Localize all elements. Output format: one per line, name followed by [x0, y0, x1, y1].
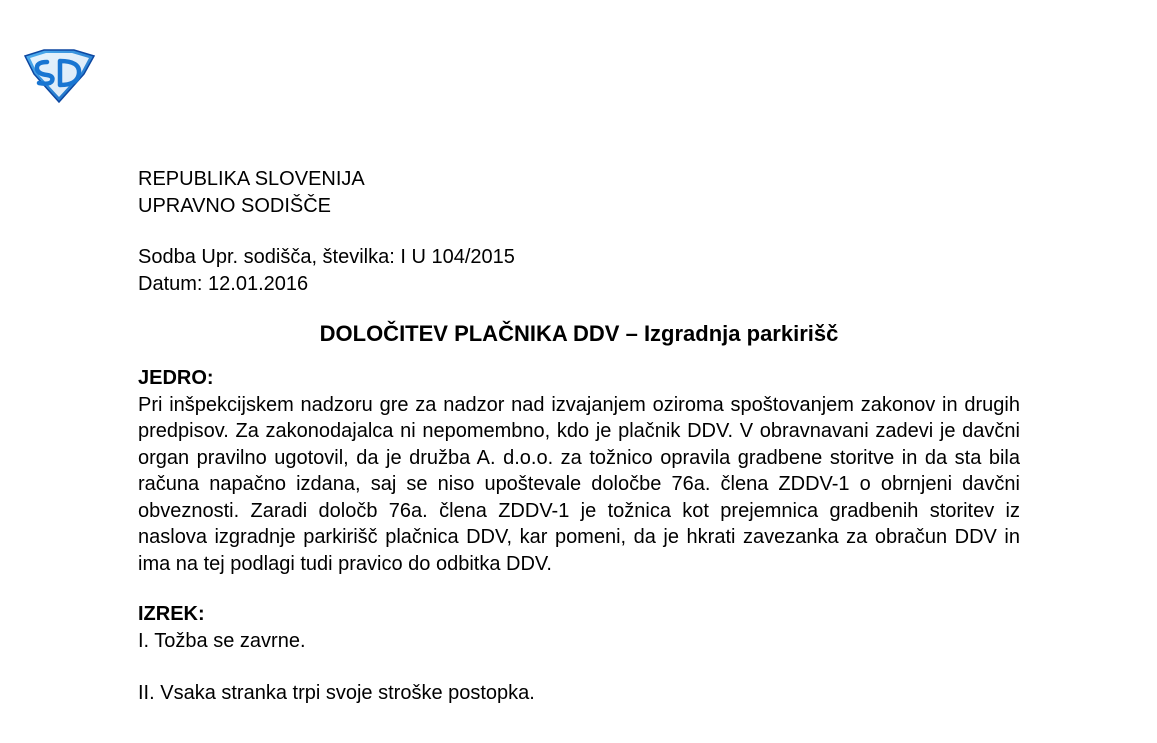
court-name: UPRAVNO SODIŠČE — [138, 194, 331, 217]
izrek-heading: IZREK: — [138, 603, 205, 625]
jedro-heading: JEDRO: — [138, 367, 214, 389]
document-title: DOLOČITEV PLAČNIKA DDV – Izgradnja parkirišč — [319, 321, 839, 346]
case-number: Sodba Upr. sodišča, številka: I U 104/2015 — [138, 246, 515, 268]
court-header — [138, 166, 1020, 219]
case-meta — [138, 244, 1020, 297]
izrek-section — [138, 601, 1020, 707]
izrek-item: II. Vsaka stranka trpi svoje stroške postopka. — [138, 682, 535, 704]
country-name: REPUBLIKA SLOVENIJA — [138, 168, 365, 190]
sd-shield-logo-icon — [22, 48, 96, 104]
izrek-item: I. Tožba se zavrne. — [138, 629, 306, 652]
jedro-text: Pri inšpekcijskem nadzoru gre za nadzor nad izvajanjem oziroma spoštovanjem zakonov in drugih predpisov. Za zakonodajalca ni nepomembno, kdo je plačnik DDV. V obravnavani zadevi je davčni organ pravilno ugotovil, da je družba A. d.o.o. za tožnico opravila gradbene storitve in da sta bila računa napačno izdana, saj se niso upoštevale določbe 76a. člena ZDDV-1 o obrnjeni davčni obveznosti. Zaradi določb 76a. člena ZDDV-1 je tožnica kot prejemnica gradbenih storitev iz naslova izgradnje parkirišč plačnica DDV, kar pomeni, da je hkrati zavezanka za obračun DDV in ima na tej podlagi tudi pravico do odbitka DDV. — [138, 393, 1020, 575]
judgment-date: Datum: 12.01.2016 — [138, 272, 309, 295]
document-body — [138, 166, 1020, 707]
jedro-section — [138, 365, 1020, 577]
